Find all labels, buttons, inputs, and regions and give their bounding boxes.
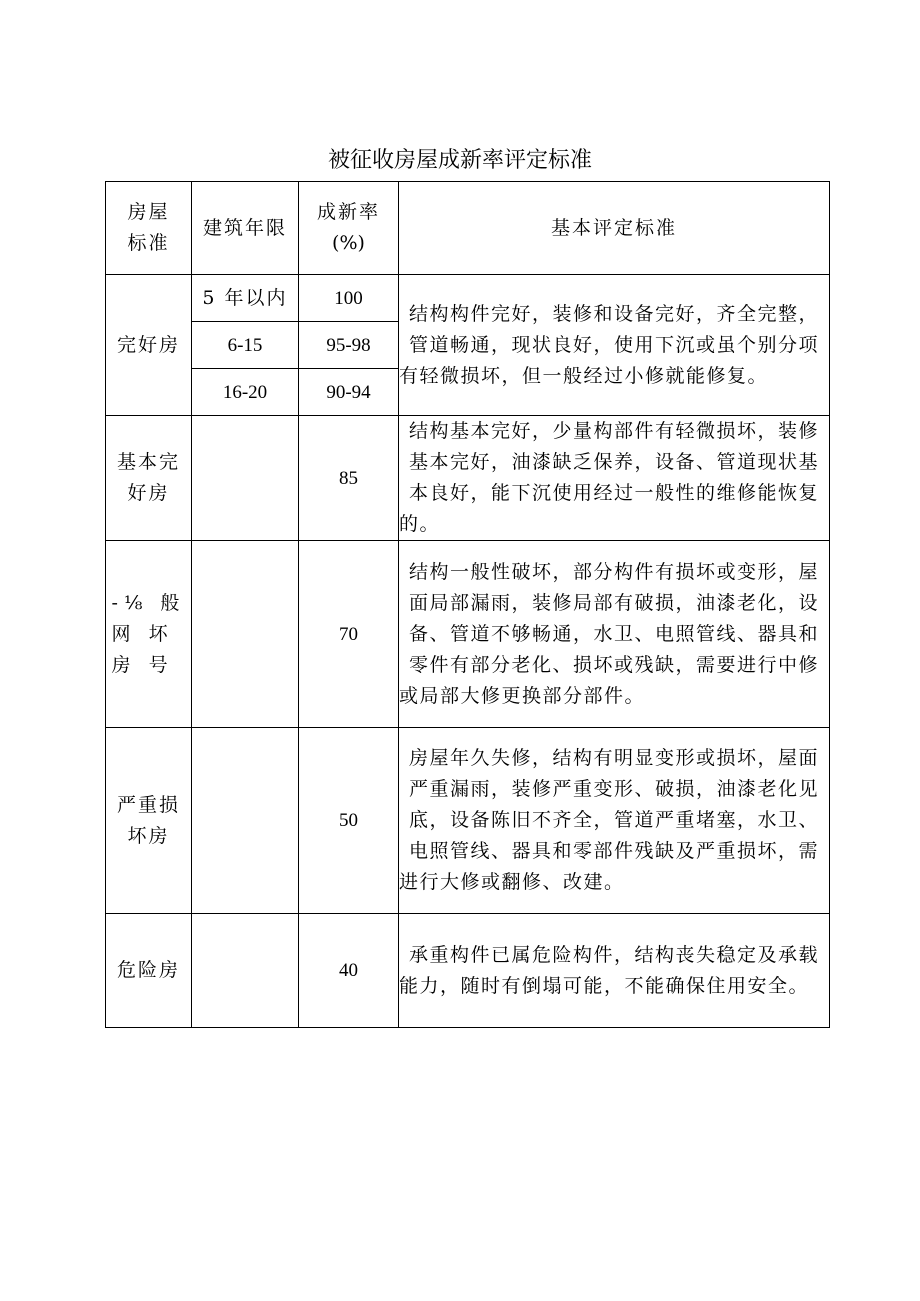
header-rate-line2: (%) [332, 232, 365, 254]
label-danger: 危险房 [106, 914, 192, 1028]
years-good-3: 16-20 [192, 369, 299, 416]
years-severe [192, 728, 299, 914]
header-rate [299, 182, 399, 275]
years-general [192, 541, 299, 728]
table-row-good-1 [106, 275, 830, 322]
criteria-good: 结构构件完好，装修和设备完好，齐全完整，管道畅通，现状良好，使用下沉或虽个别分项有轻微损坏，但一般经过小修就能修复。 [399, 275, 830, 416]
label-general-line3: 房 号 [111, 653, 174, 676]
years-basic [192, 416, 299, 541]
label-basic [106, 416, 192, 541]
rate-good-1: 100 [299, 275, 399, 322]
rate-good-2: 95-98 [299, 322, 399, 369]
criteria-general: 结构一般性破坏，部分构件有损坏或变形，屋面局部漏雨，装修局部有破损，油漆老化，设备、管道不够畅通，水卫、电照管线、器具和零件有部分老化、损坏或残缺，需要进行中修或局部大修更换部分部件。 [399, 541, 830, 728]
header-rate-line1: 成新率 [316, 201, 380, 223]
label-basic-line2: 好房 [127, 482, 170, 504]
label-general-line1: -⅛ 般 [111, 591, 186, 614]
label-severe [106, 728, 192, 914]
table-row-basic [106, 416, 830, 541]
label-general [106, 541, 192, 728]
label-severe-line2: 坏房 [127, 824, 170, 847]
rate-good-3: 90-94 [299, 369, 399, 416]
table-row-severe [106, 728, 830, 914]
rate-severe: 50 [299, 728, 399, 914]
header-standard-line1: 房屋 [127, 201, 170, 223]
years-good-1: 5 年以内 [192, 275, 299, 322]
header-years: 建筑年限 [192, 182, 299, 275]
table-row-general [106, 541, 830, 728]
label-severe-line1: 严重损 [116, 793, 180, 816]
criteria-danger: 承重构件已属危险构件，结构丧失稳定及承载能力，随时有倒塌可能，不能确保住用安全。 [399, 914, 830, 1028]
page-title: 被征收房屋成新率评定标准 [327, 148, 592, 173]
label-basic-line1: 基本完 [116, 451, 180, 473]
criteria-basic: 结构基本完好，少量构部件有轻微损坏，装修基本完好，油漆缺乏保养，设备、管道现状基本良好，能下沉使用经过一般性的维修能恢复的。 [399, 416, 830, 541]
rate-general: 70 [299, 541, 399, 728]
header-standard [106, 182, 192, 275]
label-good: 完好房 [106, 275, 192, 416]
table-row-danger [106, 914, 830, 1028]
label-general-stack [112, 588, 186, 681]
label-general-line2: 网 坏 [111, 622, 174, 645]
table-header-row [106, 182, 830, 275]
rate-basic: 85 [299, 416, 399, 541]
years-good-2: 6-15 [192, 322, 299, 369]
criteria-severe: 房屋年久失修，结构有明显变形或损坏，屋面严重漏雨，装修严重变形、破损，油漆老化见底，设备陈旧不齐全，管道严重堵塞，水卫、电照管线、器具和零部件残缺及严重损坏，需进行大修或翻修、改建。 [399, 728, 830, 914]
rate-danger: 40 [299, 914, 399, 1028]
years-danger [192, 914, 299, 1028]
header-standard-line2: 标准 [127, 232, 170, 254]
header-criteria: 基本评定标准 [399, 182, 830, 275]
rating-standard-table [105, 181, 830, 1028]
